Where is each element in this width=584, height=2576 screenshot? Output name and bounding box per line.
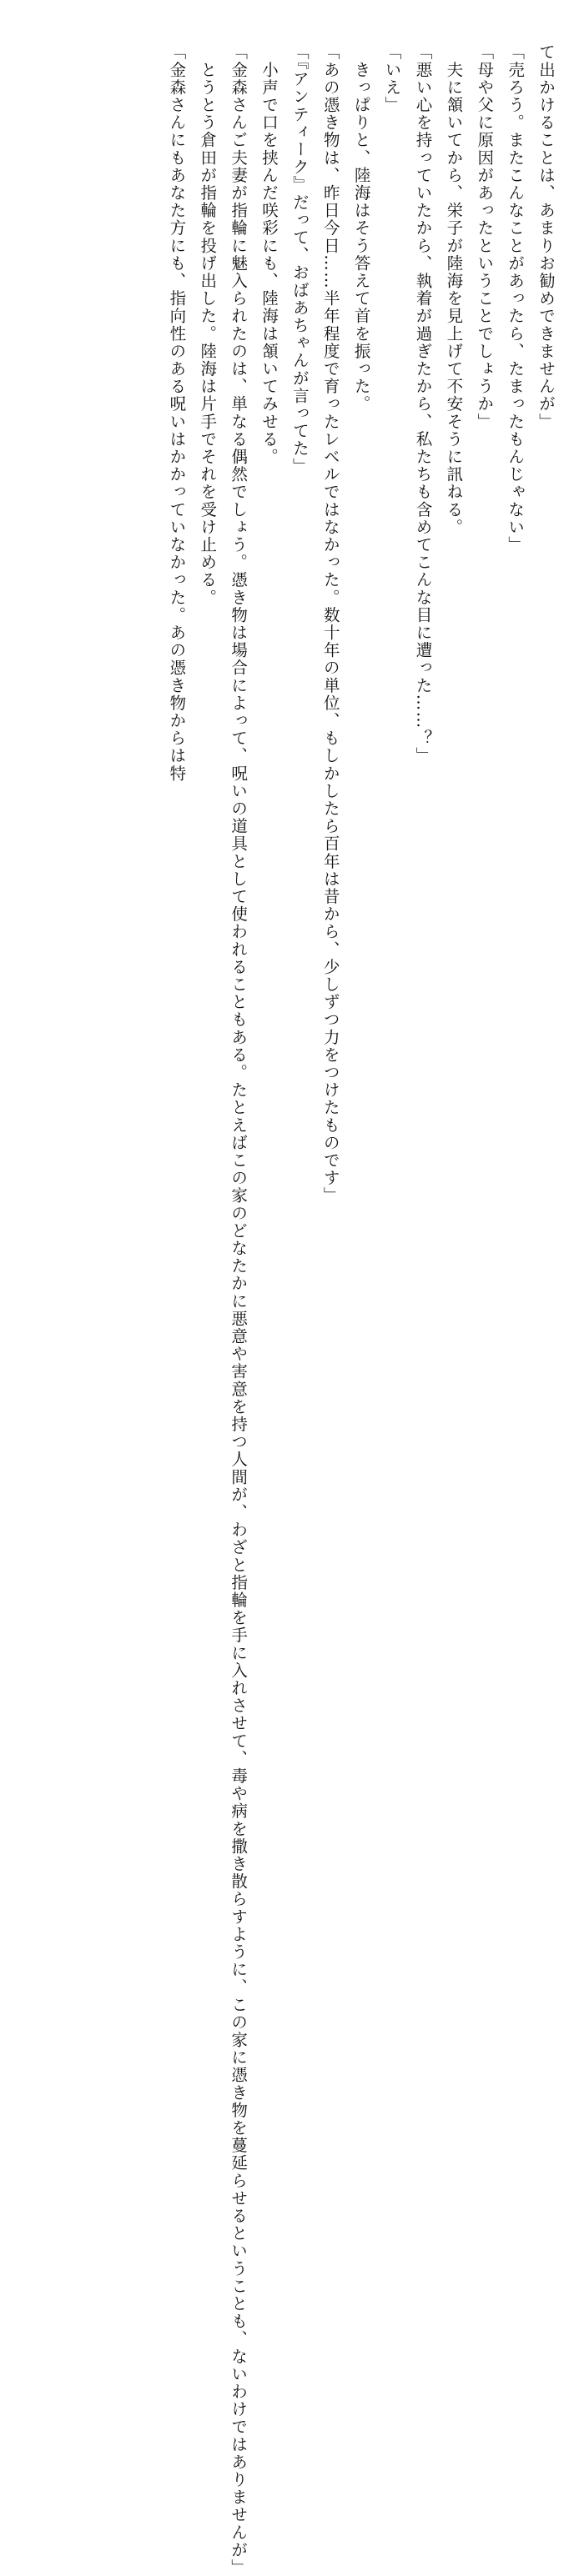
text-line: とうとう倉田が指輪を投げ出した。陸海は片手でそれを受け止める。 <box>198 43 218 607</box>
text-line: 「『アンティーク』だって、おばあちゃんが言ってた」 <box>289 43 310 475</box>
text-line: 「金森さんにもあなた方にも、指向性のある呪いはかかっていなかった。あの憑き物からは特 <box>167 43 187 783</box>
text-line: 「あの憑き物は、昨日今日……半年程度で育ったレベルではなかった。数十年の単位、もしかしたら百年は昔から、少しずつ力をつけたものです」 <box>320 43 340 1205</box>
text-line: 夫に頷いてから、栄子が陸海を見上げて不安そうに訊ねる。 <box>444 43 464 536</box>
vertical-text-body <box>164 43 557 2576</box>
text-line: 小声で口を挟んだ咲彩にも、陸海は頷いてみせる。 <box>259 43 279 466</box>
text-line: て出かけることは、あまりお勧めできませんが」 <box>536 43 556 431</box>
text-line: 「悪い心を持っていたから、執着が過ぎたから、私たちも含めてこんな目に遭った……？」 <box>413 43 433 765</box>
text-line: 「いえ」 <box>382 43 402 114</box>
text-line: 「売ろう。またこんなことがあったら、たまったもんじゃない」 <box>506 43 526 554</box>
text-line: きっぱりと、陸海はそう答えて首を振った。 <box>351 43 371 413</box>
text-line: 「金森さんご夫妻が指輪に魅入られたのは、単なる偶然でしょう。憑き物は場合によって、呪いの道具として使われることもある。たとえばこの家のどなたかに悪意や害意を持つ人間が、わざと指輪を手に入れさせて、毒や病を撒き散らすように、この家に憑き物を蔓延らせるということも、ないわけではありませんが」 <box>229 43 249 2576</box>
text-line: 「母や父に原因があったということでしょうか」 <box>475 43 495 431</box>
